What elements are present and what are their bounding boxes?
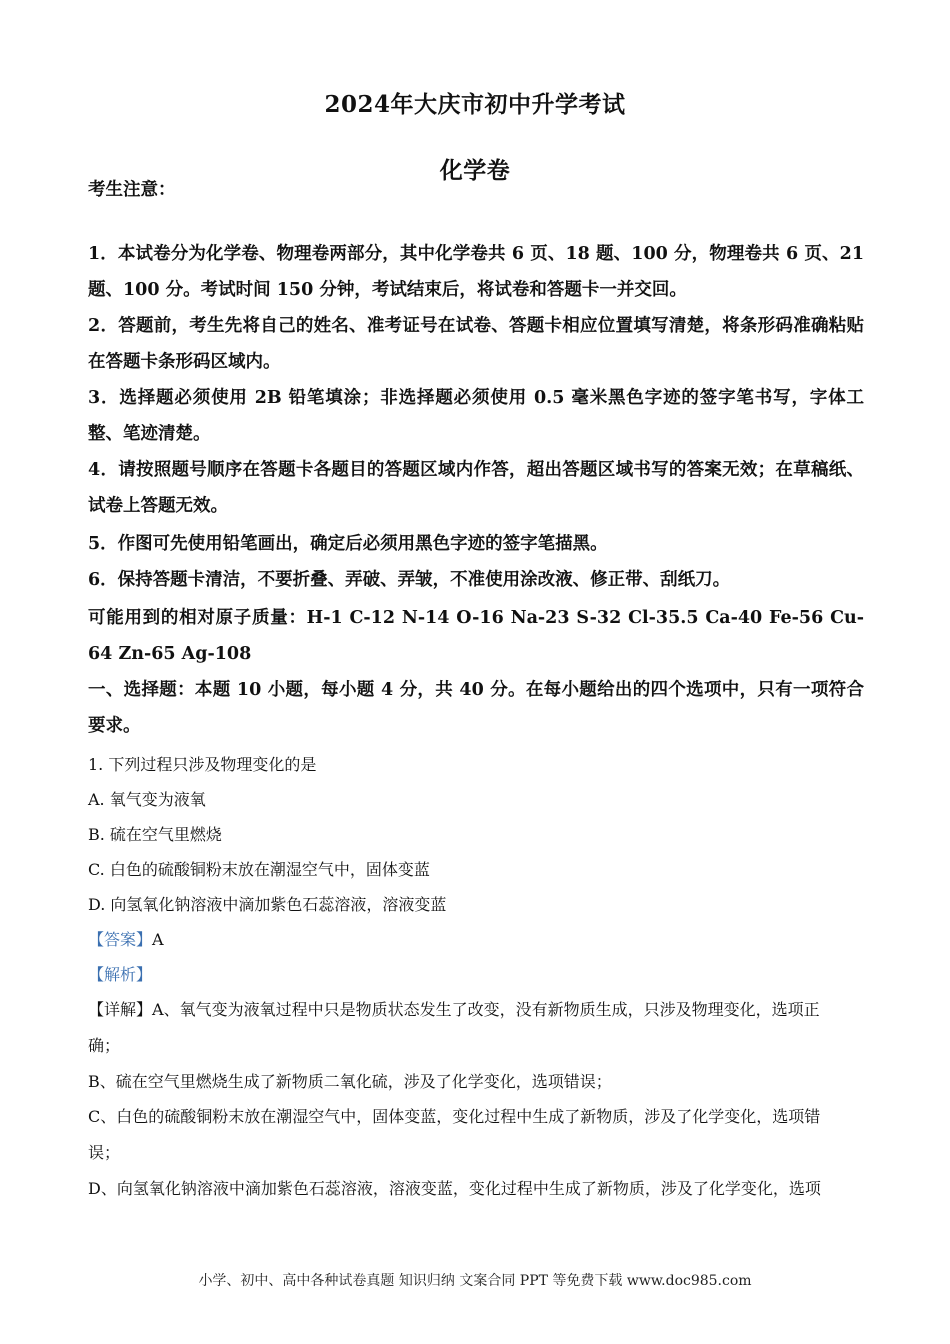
question-stem: 1. 下列过程只涉及物理变化的是 bbox=[88, 755, 317, 774]
notice-3: 3．选择题必须使用 2B 铅笔填涂；非选择题必须使用 0.5 毫米黑色字迹的签字笔书写，字体工整、笔迹清楚。 bbox=[88, 388, 864, 444]
detail-label: 【详解】 bbox=[88, 1000, 153, 1019]
detail-a-text-1: A、氧气变为液氧过程中只是物质状态发生了改变，没有新物质生成，只涉及物理变化，选项正 bbox=[152, 1000, 820, 1019]
option-d: D. 向氢氧化钠溶液中滴加紫色石蕊溶液，溶液变蓝 bbox=[88, 895, 447, 914]
detail-c-line-1: C、白色的硫酸铜粉末放在潮湿空气中，固体变蓝，变化过程中生成了新物质，涉及了化学变化，选项错 bbox=[88, 1107, 821, 1126]
option-a: A. 氧气变为液氧 bbox=[88, 790, 206, 809]
notice-1: 1．本试卷分为化学卷、物理卷两部分，其中化学卷共 6 页、18 题、100 分，物理卷共 6 页、21 题、100 分。考试时间 150 分钟，考试结束后，将试卷和答题卡一并交回。 bbox=[88, 244, 864, 300]
option-b: B. 硫在空气里燃烧 bbox=[88, 825, 222, 844]
notice-4: 4．请按照题号顺序在答题卡各题目的答题区域内作答，超出答题区域书写的答案无效；在草稿纸、试卷上答题无效。 bbox=[88, 460, 864, 516]
section-heading: 一、选择题：本题 10 小题，每小题 4 分，共 40 分。在每小题给出的四个选项中，只有一项符合要求。 bbox=[88, 680, 864, 736]
detail-a-line-1 bbox=[88, 1000, 864, 1020]
answer-value: A bbox=[152, 930, 164, 949]
detail-a-line-2: 确； bbox=[88, 1036, 121, 1055]
page-footer: 小学、初中、高中各种试卷真题 知识归纳 文案合同 PPT 等免费下载 www.doc985.com bbox=[198, 1273, 752, 1289]
detail-d-line-1: D、向氢氧化钠溶液中滴加紫色石蕊溶液，溶液变蓝，变化过程中生成了新物质，涉及了化学变化，选项 bbox=[88, 1179, 821, 1198]
notice-heading: 考生注意： bbox=[88, 180, 176, 200]
answer-line bbox=[88, 930, 864, 950]
answer-label: 【答案】 bbox=[88, 930, 153, 949]
atomic-masses: 可能用到的相对原子质量：H-1 C-12 N-14 O-16 Na-23 S-32 Cl-35.5 Ca-40 Fe-56 Cu-64 Zn-65 Ag-108 bbox=[88, 608, 864, 664]
detail-c-line-2: 误； bbox=[88, 1143, 121, 1162]
notice-6: 6．保持答题卡清洁，不要折叠、弄破、弄皱，不准使用涂改液、修正带、刮纸刀。 bbox=[88, 570, 731, 590]
notice-5: 5．作图可先使用铅笔画出，确定后必须用黑色字迹的签字笔描黑。 bbox=[88, 534, 608, 554]
exam-title: 2024年大庆市初中升学考试 bbox=[324, 91, 626, 118]
notice-2: 2．答题前，考生先将自己的姓名、准考证号在试卷、答题卡相应位置填写清楚，将条形码准确粘贴在答题卡条形码区域内。 bbox=[88, 316, 864, 372]
analysis-label: 【解析】 bbox=[88, 965, 153, 984]
exam-subtitle: 化学卷 bbox=[439, 157, 511, 184]
option-c: C. 白色的硫酸铜粉末放在潮湿空气中，固体变蓝 bbox=[88, 860, 430, 879]
analysis-line bbox=[88, 965, 864, 985]
detail-b: B、硫在空气里燃烧生成了新物质二氧化硫，涉及了化学变化，选项错误； bbox=[88, 1072, 612, 1091]
